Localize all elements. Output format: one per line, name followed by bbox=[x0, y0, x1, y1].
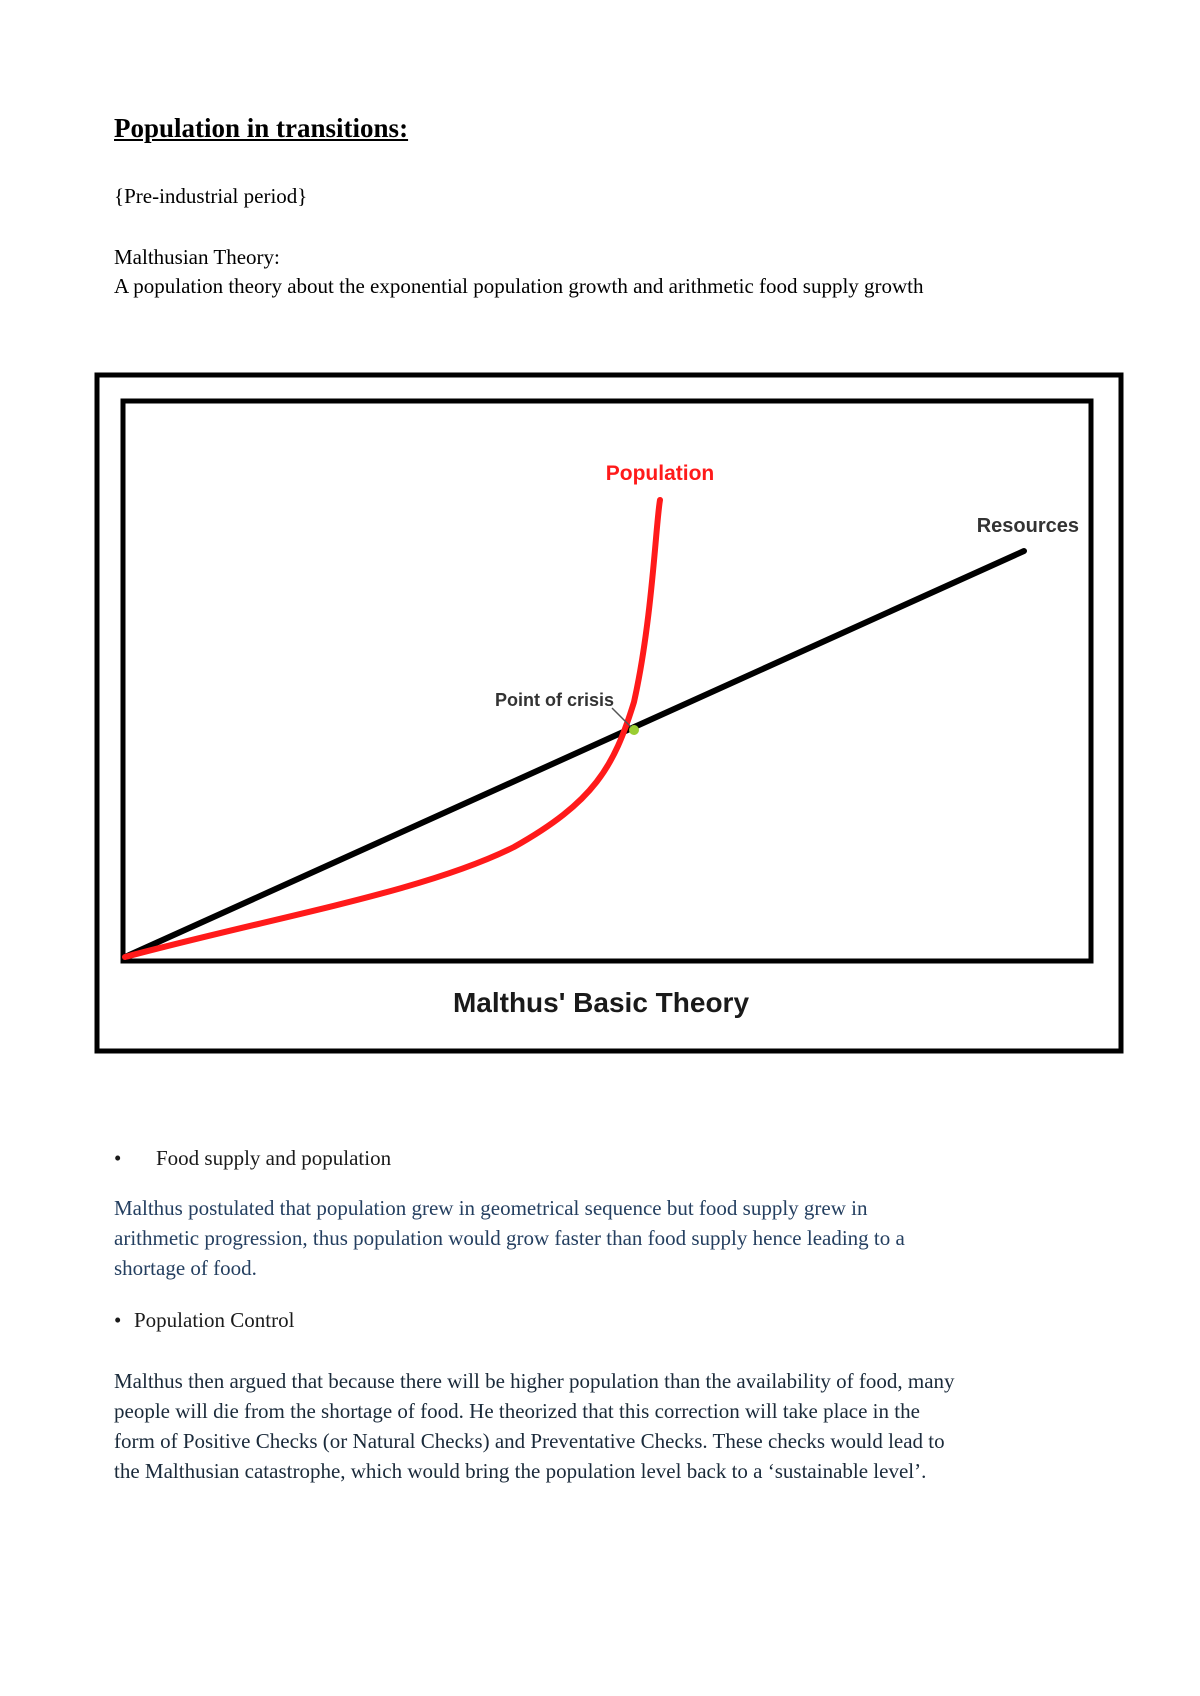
malthus-figure bbox=[94, 372, 1124, 1054]
paragraph-line: shortage of food. bbox=[114, 1256, 257, 1280]
plot-frame bbox=[123, 401, 1091, 961]
paragraph-line: form of Positive Checks (or Natural Checks) and Preventative Checks. These checks would lead to bbox=[114, 1429, 945, 1453]
control-paragraph bbox=[114, 1366, 1114, 1486]
theory-label: Malthusian Theory: bbox=[114, 245, 280, 269]
bullet-icon: • bbox=[114, 1308, 122, 1332]
paragraph-line: Malthus then argued that because there will be higher population than the availability of food, many bbox=[114, 1369, 955, 1393]
crisis-label: Point of crisis bbox=[494, 690, 614, 710]
section-heading-text: Population Control bbox=[134, 1308, 295, 1332]
page-title: Population in transitions: bbox=[114, 113, 409, 143]
bullet-icon: • bbox=[114, 1146, 122, 1170]
food-paragraph bbox=[114, 1193, 1114, 1283]
paragraph-line: people will die from the shortage of food. He theorized that this correction will take place in the bbox=[114, 1399, 920, 1423]
malthus-diagram bbox=[94, 372, 1124, 1054]
theory-description: A population theory about the exponential population growth and arithmetic food supply growth bbox=[114, 274, 924, 298]
population-label: Population bbox=[605, 462, 715, 485]
resources-label: Resources bbox=[976, 515, 1079, 537]
paragraph-line: arithmetic progression, thus population would grow faster than food supply hence leading to a bbox=[114, 1226, 905, 1250]
paragraph-line: the Malthusian catastrophe, which would bring the population level back to a ‘sustainable level’. bbox=[114, 1459, 927, 1483]
period-label: {Pre-industrial period} bbox=[114, 184, 308, 208]
paragraph-line: Malthus postulated that population grew in geometrical sequence but food supply grew in bbox=[114, 1196, 868, 1220]
figure-caption: Malthus' Basic Theory bbox=[452, 987, 750, 1018]
section-heading-text: Food supply and population bbox=[156, 1146, 392, 1170]
